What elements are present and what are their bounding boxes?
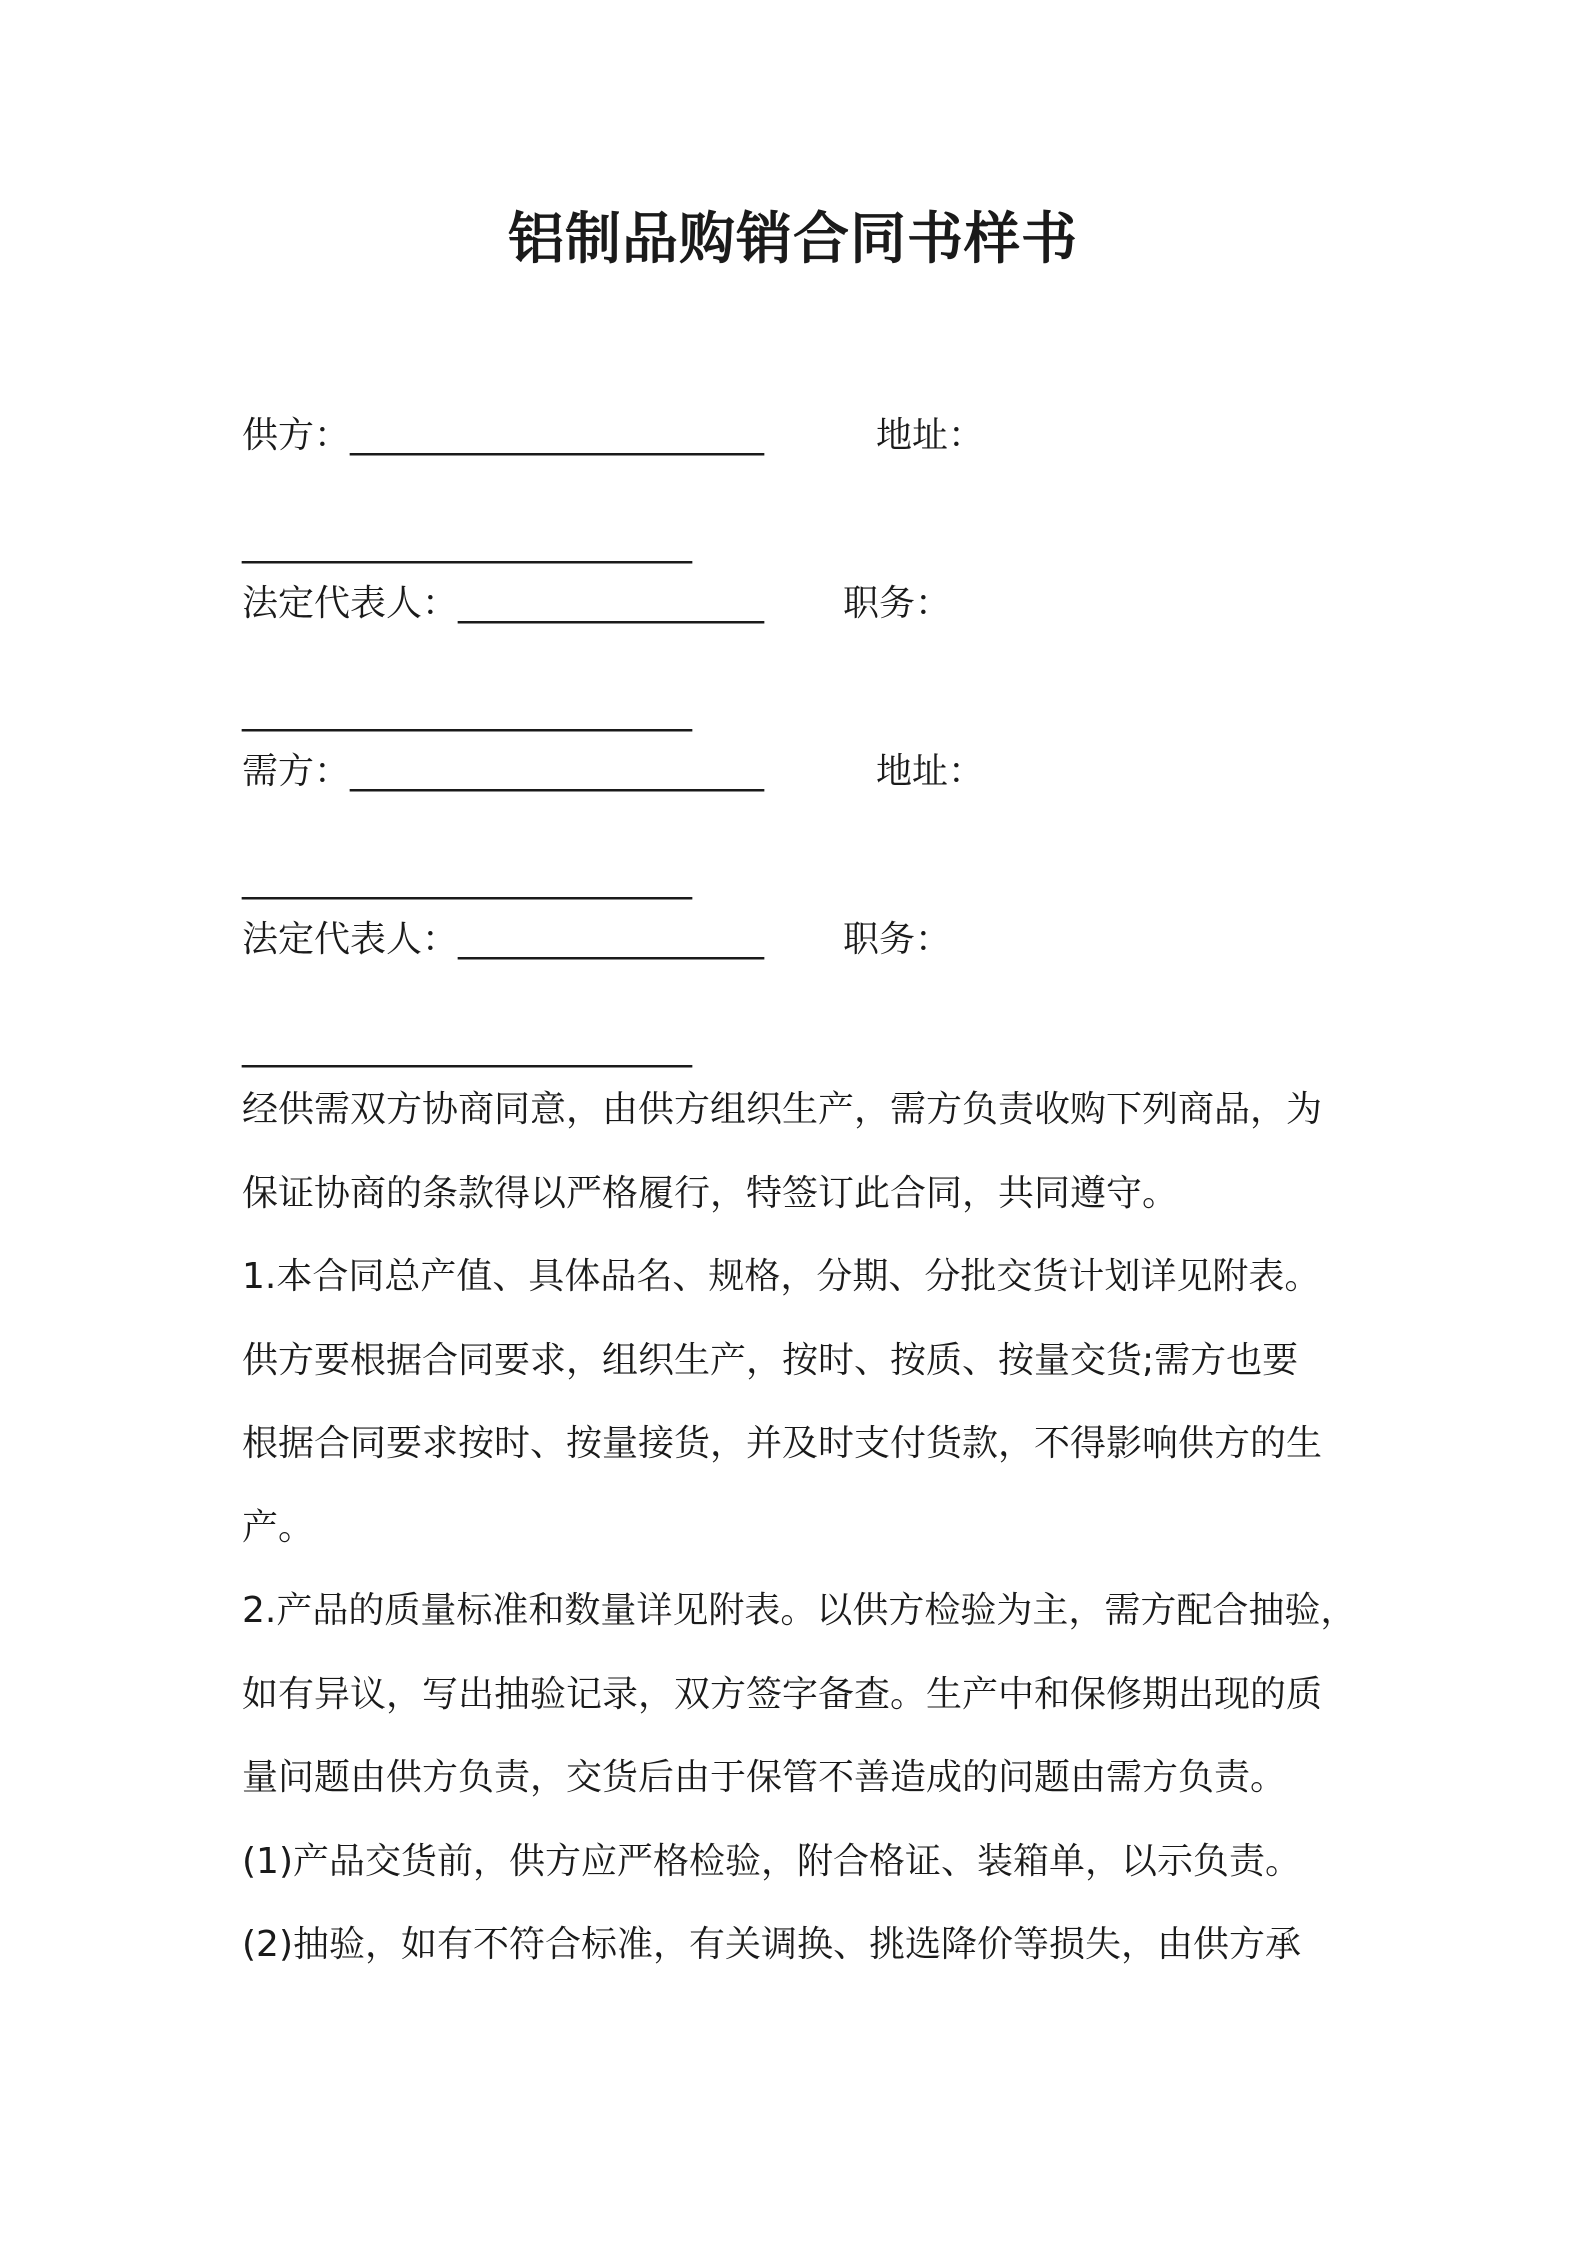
buyer-representative-label: 法定代表人： <box>242 919 459 960</box>
buyer-blank: _______________________ <box>350 751 765 792</box>
buyer-label: 需方： <box>242 751 351 792</box>
body-line: 如有异议，写出抽验记录，双方签字备查。生产中和保修期出现的质 <box>242 1673 1323 1715</box>
supplier-position-label: 职务： <box>843 583 952 624</box>
supplier-representative-label: 法定代表人： <box>242 583 459 624</box>
supplier-representative-blank: _________________ <box>458 583 765 624</box>
body-line: 量问题由供方负责，交货后由于保管不善造成的问题由需方负责。 <box>242 1757 1287 1798</box>
supplier-address-label: 地址： <box>876 415 985 456</box>
buyer-representative-blank: _________________ <box>458 919 765 960</box>
supplier-field-line <box>242 412 764 460</box>
body-line: 保证协商的条款得以严格履行，特签订此合同，共同遵守。 <box>242 1172 1179 1214</box>
body-line: 产。 <box>242 1506 315 1548</box>
body-line: 根据合同要求按时、按量接货，并及时支付货款，不得影响供方的生 <box>242 1423 1323 1464</box>
body-line: 经供需双方协商同意，由供方组织生产，需方负责收购下列商品，为 <box>242 1089 1323 1130</box>
contract-body <box>242 1068 1362 1987</box>
buyer-field-line <box>242 748 764 796</box>
buyer-representative-line <box>242 916 764 964</box>
buyer-position-blank: _________________________ <box>242 1027 692 1068</box>
buyer-address-blank: _________________________ <box>242 859 692 900</box>
body-line: (1)产品交货前，供方应严格检验，附合格证、装箱单，以示负责。 <box>242 1840 1301 1882</box>
supplier-address-blank: _________________________ <box>242 523 692 564</box>
buyer-address-label: 地址： <box>876 751 985 792</box>
body-line: 1.本合同总产值、具体品名、规格，分期、分批交货计划详见附表。 <box>242 1256 1321 1297</box>
supplier-label: 供方： <box>242 415 351 456</box>
buyer-position-label: 职务： <box>843 919 952 960</box>
body-line: 2.产品的质量标准和数量详见附表。以供方检验为主，需方配合抽验， <box>242 1590 1357 1631</box>
supplier-representative-line <box>242 580 764 628</box>
supplier-blank: _______________________ <box>350 415 765 456</box>
body-line: 供方要根据合同要求，组织生产，按时、按质、按量交货;需方也要 <box>242 1339 1299 1381</box>
body-line: (2)抽验，如有不符合标准，有关调换、挑选降价等损失，由供方承 <box>242 1924 1301 1965</box>
supplier-position-blank: _________________________ <box>242 691 692 732</box>
document-title: 铝制品购销合同书样书 <box>508 207 1078 272</box>
